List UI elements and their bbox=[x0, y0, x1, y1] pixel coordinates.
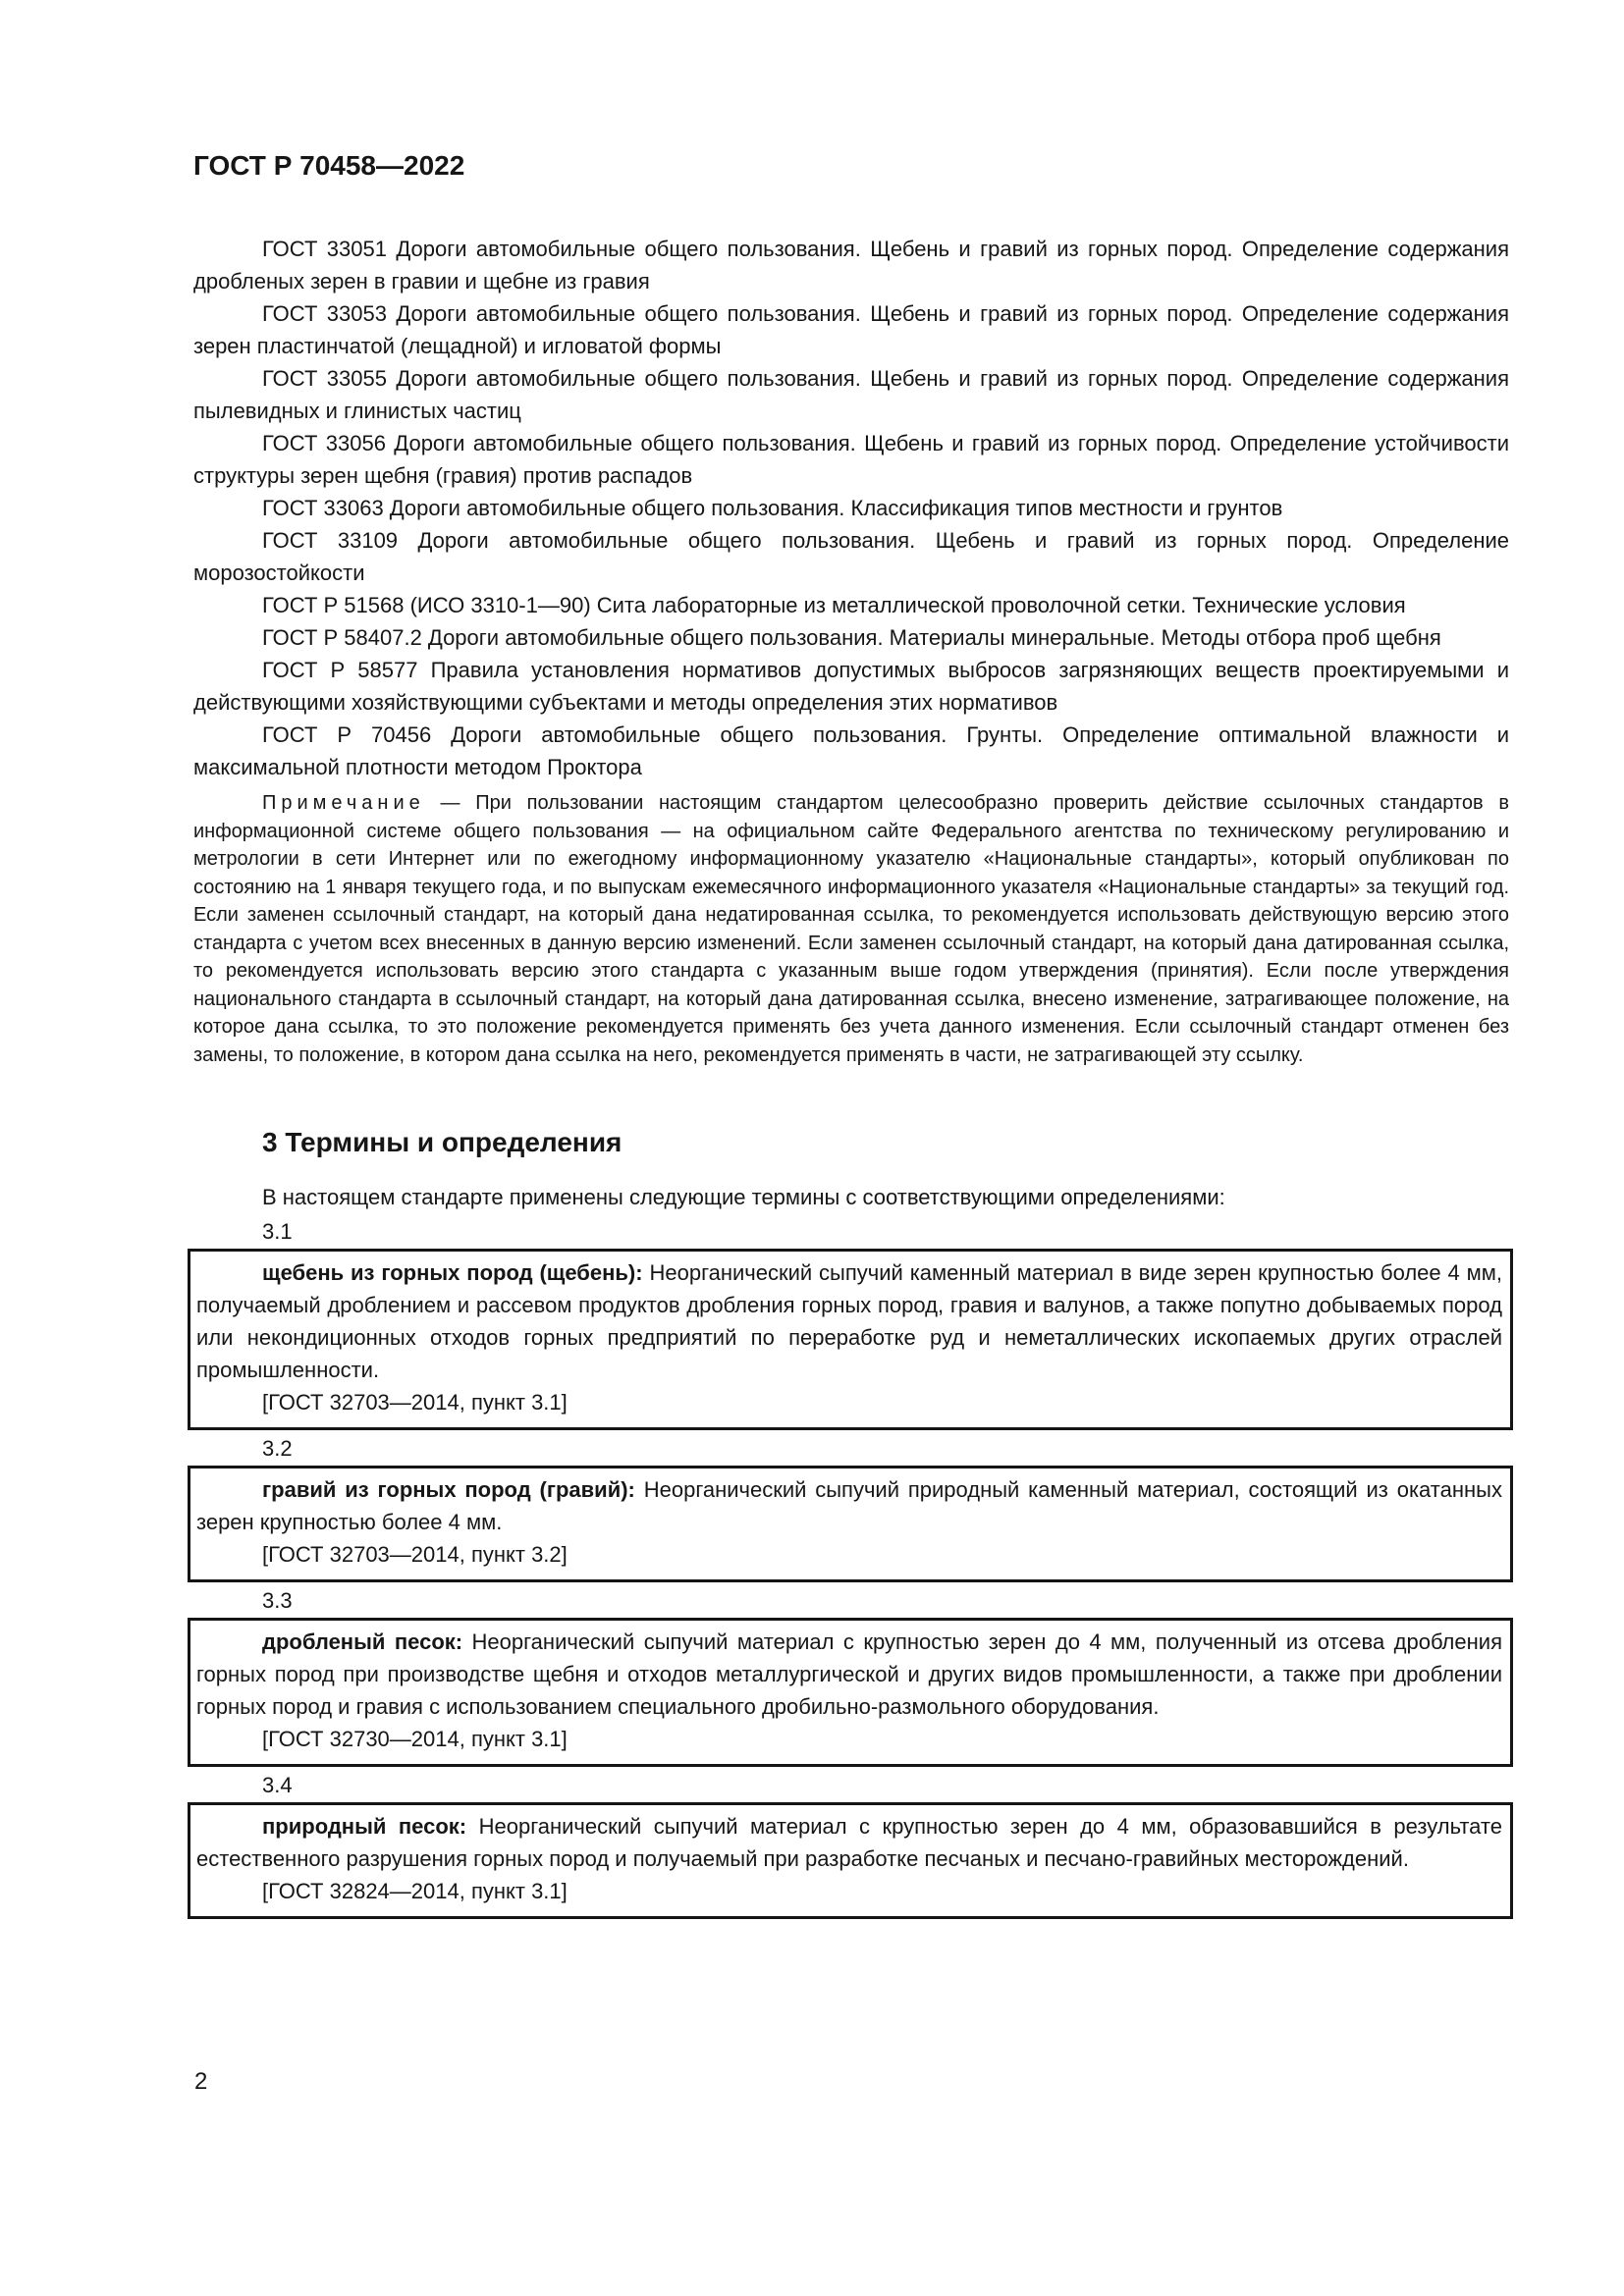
term-definition-text: Неорганический сыпучий каменный материал в виде зерен крупностью более 4 мм, получаемый дроблением и рассевом продуктов дробления горных пород, гравия и валунов, а также попутно добываемых пород или некондиционных отходов горных предприятий по переработке руд и неметаллических ископаемых других отраслей промышленности. bbox=[196, 1260, 1502, 1382]
term-number: 3.3 bbox=[262, 1588, 293, 1613]
term-name: природный песок: bbox=[262, 1814, 467, 1839]
page-number: 2 bbox=[194, 2068, 208, 2095]
term-source: [ГОСТ 32703—2014, пункт 3.2] bbox=[262, 1542, 568, 1567]
term-name: щебень из горных пород (щебень): bbox=[262, 1260, 643, 1285]
reference-item: ГОСТ 33109 Дороги автомобильные общего пользования. Щебень и гравий из горных пород. Определение морозостойкости bbox=[193, 528, 1509, 585]
term-name: гравий из горных пород (гравий): bbox=[262, 1477, 635, 1502]
reference-item: ГОСТ 33056 Дороги автомобильные общего пользования. Щебень и гравий из горных пород. Определение устойчивости структуры зерен щебня (гравия) против распадов bbox=[193, 431, 1509, 488]
section-intro: В настоящем стандарте применены следующие термины с соответствующими определениями: bbox=[262, 1185, 1225, 1209]
note bbox=[193, 789, 1509, 1069]
term-definition-box bbox=[188, 1249, 1513, 1430]
reference-item: ГОСТ Р 51568 (ИСО 3310-1—90) Сита лабораторные из металлической проволочной сетки. Технические условия bbox=[262, 593, 1406, 617]
term-definition-box bbox=[188, 1466, 1513, 1582]
page-content bbox=[193, 149, 1509, 1919]
term-source: [ГОСТ 32824—2014, пункт 3.1] bbox=[262, 1879, 568, 1903]
reference-item: ГОСТ Р 58577 Правила установления нормативов допустимых выбросов загрязняющих веществ проектируемыми и действующими хозяйствующими субъектами и методы определения этих нормативов bbox=[193, 658, 1509, 715]
note-text: — При пользовании настоящим стандартом целесообразно проверить действие ссылочных стандартов в информационной системе общего пользования — на официальном сайте Федерального агентства по техническому регулированию и метрологии в сети Интернет или по ежегодному информационному указателю «Национальные стандарты», который опубликован по состоянию на 1 января текущего года, и по выпускам ежемесячного информационного указателя «Национальные стандарты» за текущий год. Если заменен ссылочный стандарт, на который дана недатированная ссылка, то рекомендуется использовать действующую версию этого стандарта с учетом всех внесенных в данную версию изменений. Если заменен ссылочный стандарт, на который дана датированная ссылка, то рекомендуется использовать версию этого стандарта с указанным выше годом утверждения (принятия). Если после утверждения национального стандарта в ссылочный стандарт, на который дана датированная ссылка, внесено изменение, затрагивающее положение, на которое дана ссылка, то это положение рекомендуется применять без учета данного изменения. Если ссылочный стандарт отменен без замены, то положение, в котором дана ссылка на него, рекомендуется применять в части, не затрагивающей эту ссылку. bbox=[193, 792, 1509, 1066]
reference-item: ГОСТ Р 58407.2 Дороги автомобильные общего пользования. Материалы минеральные. Методы отбора проб щебня bbox=[262, 625, 1441, 650]
term-number: 3.4 bbox=[262, 1773, 293, 1797]
term-number: 3.2 bbox=[262, 1436, 293, 1461]
term-definition bbox=[196, 1473, 1502, 1538]
page-header-title: ГОСТ Р 70458—2022 bbox=[193, 150, 465, 181]
references-section bbox=[193, 233, 1509, 783]
term-definition-text: Неорганический сыпучий материал с крупностью зерен до 4 мм, полученный из отсева дробления горных пород при производстве щебня и отходов металлургической и других видов промышленности, а также при дроблении горных пород и гравия с использованием специального дробильно-размольного оборудования. bbox=[196, 1629, 1502, 1719]
term-name: дробленый песок: bbox=[262, 1629, 463, 1654]
term-source: [ГОСТ 32730—2014, пункт 3.1] bbox=[262, 1727, 568, 1751]
term-definition-box bbox=[188, 1802, 1513, 1919]
term-number: 3.1 bbox=[262, 1219, 293, 1244]
reference-item: ГОСТ 33055 Дороги автомобильные общего пользования. Щебень и гравий из горных пород. Определение содержания пылевидных и глинистых частиц bbox=[193, 366, 1509, 423]
reference-item: ГОСТ 33051 Дороги автомобильные общего пользования. Щебень и гравий из горных пород. Определение содержания дробленых зерен в гравии и щебне из гравия bbox=[193, 237, 1509, 294]
section-heading: 3 Термины и определения bbox=[262, 1127, 623, 1157]
term-definition-box bbox=[188, 1618, 1513, 1767]
reference-item: ГОСТ 33063 Дороги автомобильные общего пользования. Классификация типов местности и грунтов bbox=[262, 496, 1283, 520]
term-definition bbox=[196, 1626, 1502, 1723]
note-label: Примечание bbox=[262, 792, 425, 814]
term-definition bbox=[196, 1256, 1502, 1386]
term-source: [ГОСТ 32703—2014, пункт 3.1] bbox=[262, 1390, 568, 1415]
term-definition bbox=[196, 1810, 1502, 1875]
reference-item: ГОСТ Р 70456 Дороги автомобильные общего пользования. Грунты. Определение оптимальной влажности и максимальной плотности методом Проктора bbox=[193, 722, 1509, 779]
term-definition-text: Неорганический сыпучий материал с крупностью зерен до 4 мм, образовавшийся в результате естественного разрушения горных пород и получаемый при разработке песчаных и песчано-гравийных месторождений. bbox=[196, 1814, 1502, 1871]
term-definition-text: Неорганический сыпучий природный каменный материал, состоящий из окатанных зерен крупностью более 4 мм. bbox=[196, 1477, 1502, 1534]
reference-item: ГОСТ 33053 Дороги автомобильные общего пользования. Щебень и гравий из горных пород. Определение содержания зерен пластинчатой (лещадной) и игловатой формы bbox=[193, 301, 1509, 358]
